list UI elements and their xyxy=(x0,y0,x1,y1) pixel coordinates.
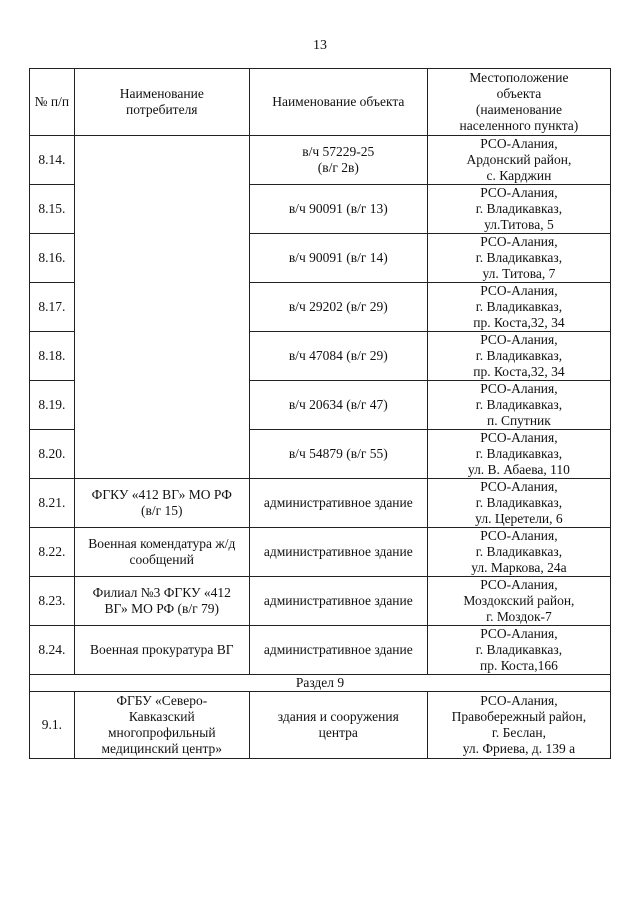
table-row xyxy=(30,136,611,185)
location-cell-line: Ардонский район, xyxy=(466,152,572,167)
header-num: № п/п xyxy=(30,69,75,136)
consumer-cell xyxy=(74,626,249,675)
location-cell-line: пр. Коста,32, 34 xyxy=(473,315,565,330)
location-cell-line: ул. Фриева, д. 139 а xyxy=(462,741,576,756)
header-location-line: объекта xyxy=(496,86,542,101)
consumers-table xyxy=(29,68,611,759)
consumer-cell-line: сообщений xyxy=(129,552,194,567)
location-cell xyxy=(427,136,610,185)
header-consumer-line: потребителя xyxy=(125,102,198,117)
location-cell-line: РСО-Алания, xyxy=(480,283,558,298)
object-cell-line: административное здание xyxy=(263,593,413,608)
location-cell-line: РСО-Алания, xyxy=(480,577,558,592)
location-cell xyxy=(427,381,610,430)
location-cell-line: п. Спутник xyxy=(486,413,551,428)
location-cell-line: г. Моздок-7 xyxy=(486,609,552,624)
location-cell-line: пр. Коста,32, 34 xyxy=(473,364,565,379)
object-cell xyxy=(249,234,427,283)
consumer-cell xyxy=(74,528,249,577)
location-cell xyxy=(427,332,610,381)
consumer-cell-line: медицинский центр» xyxy=(101,741,223,756)
location-cell-line: г. Владикавказ, xyxy=(475,201,563,216)
location-cell-line: г. Владикавказ, xyxy=(475,250,563,265)
consumer-cell-line: Филиал №3 ФГКУ «412 xyxy=(92,585,231,600)
header-consumer xyxy=(74,69,249,136)
object-cell-line: в/ч 47084 (в/г 29) xyxy=(288,348,388,363)
location-cell-line: РСО-Алания, xyxy=(480,381,558,396)
location-cell-line: г. Беслан, xyxy=(491,725,546,740)
location-cell-line: г. Владикавказ, xyxy=(475,544,563,559)
object-cell-line: в/ч 90091 (в/г 14) xyxy=(288,250,388,265)
location-cell xyxy=(427,283,610,332)
consumer-cell-line: ФГКУ «412 ВГ» МО РФ xyxy=(91,487,232,502)
location-cell-line: г. Владикавказ, xyxy=(475,348,563,363)
location-cell-line: Моздокский район, xyxy=(463,593,575,608)
row-number: 8.20. xyxy=(30,430,75,479)
consumer-cell-line: Военная прокуратура ВГ xyxy=(89,642,234,657)
consumer-cell xyxy=(74,479,249,528)
object-cell-line: административное здание xyxy=(263,544,413,559)
section-label: Раздел 9 xyxy=(30,675,611,692)
page-number: 13 xyxy=(313,38,327,53)
location-cell xyxy=(427,577,610,626)
row-number: 8.18. xyxy=(30,332,75,381)
object-cell xyxy=(249,430,427,479)
location-cell xyxy=(427,479,610,528)
location-cell-line: РСО-Алания, xyxy=(480,430,558,445)
location-cell-line: РСО-Алания, xyxy=(480,528,558,543)
location-cell-line: РСО-Алания, xyxy=(480,234,558,249)
object-cell xyxy=(249,136,427,185)
location-cell-line: РСО-Алания, xyxy=(480,626,558,641)
consumer-cell-line: (в/г 15) xyxy=(141,503,183,518)
row-number: 9.1. xyxy=(30,692,75,759)
location-cell xyxy=(427,528,610,577)
location-cell-line: ул. Маркова, 24а xyxy=(471,560,567,575)
header-location-line: (наименование xyxy=(475,102,562,117)
location-cell-line: г. Владикавказ, xyxy=(475,397,563,412)
object-cell-line: административное здание xyxy=(263,495,413,510)
row-number: 8.21. xyxy=(30,479,75,528)
object-cell-line: административное здание xyxy=(263,642,413,657)
location-cell-line: ул. Церетели, 6 xyxy=(475,511,563,526)
row-number: 8.16. xyxy=(30,234,75,283)
location-cell xyxy=(427,626,610,675)
object-cell xyxy=(249,332,427,381)
row-number: 8.17. xyxy=(30,283,75,332)
location-cell-line: ул. В. Абаева, 110 xyxy=(467,462,570,477)
object-cell-line: в/ч 20634 (в/г 47) xyxy=(288,397,388,412)
table-row xyxy=(30,692,611,759)
location-cell-line: г. Владикавказ, xyxy=(475,446,563,461)
location-cell-line: РСО-Алания, xyxy=(480,185,558,200)
location-cell-line: пр. Коста,166 xyxy=(480,658,558,673)
header-location xyxy=(427,69,610,136)
location-cell-line: с. Карджин xyxy=(486,168,552,183)
header-location-line: Местоположение xyxy=(469,70,569,85)
row-number: 8.24. xyxy=(30,626,75,675)
consumer-cell xyxy=(74,692,249,759)
row-number: 8.15. xyxy=(30,185,75,234)
table-row xyxy=(30,626,611,675)
location-cell-line: РСО-Алания, xyxy=(480,332,558,347)
object-cell xyxy=(249,185,427,234)
object-cell xyxy=(249,528,427,577)
object-cell xyxy=(249,577,427,626)
object-cell-line: центра xyxy=(318,725,358,740)
object-cell xyxy=(249,692,427,759)
location-cell-line: ул. Титова, 7 xyxy=(482,266,556,281)
section-row xyxy=(30,675,611,692)
row-number: 8.23. xyxy=(30,577,75,626)
location-cell xyxy=(427,692,610,759)
object-cell-line: (в/г 2в) xyxy=(317,160,359,175)
row-number: 8.14. xyxy=(30,136,75,185)
location-cell-line: ул.Титова, 5 xyxy=(484,217,554,232)
location-cell-line: г. Владикавказ, xyxy=(475,495,563,510)
header-location-line: населенного пункта) xyxy=(459,118,579,133)
table-row xyxy=(30,528,611,577)
header-consumer-line: Наименование xyxy=(119,86,204,101)
location-cell-line: г. Владикавказ, xyxy=(475,642,563,657)
location-cell xyxy=(427,430,610,479)
object-cell xyxy=(249,283,427,332)
consumer-cell-line: ВГ» МО РФ (в/г 79) xyxy=(104,601,220,616)
consumer-cell-line: Кавказский xyxy=(128,709,195,724)
location-cell-line: РСО-Алания, xyxy=(480,479,558,494)
location-cell-line: г. Владикавказ, xyxy=(475,299,563,314)
location-cell xyxy=(427,234,610,283)
table-header-row xyxy=(30,69,611,136)
header-object: Наименование объекта xyxy=(249,69,427,136)
consumer-cell-line: многопрофильный xyxy=(107,725,216,740)
object-cell xyxy=(249,626,427,675)
location-cell-line: РСО-Алания, xyxy=(480,136,558,151)
consumer-cell xyxy=(74,577,249,626)
table-row xyxy=(30,479,611,528)
consumer-cell-merged xyxy=(74,136,249,479)
object-cell xyxy=(249,479,427,528)
location-cell xyxy=(427,185,610,234)
consumer-cell-line: Военная комендатура ж/д xyxy=(88,536,236,551)
row-number: 8.22. xyxy=(30,528,75,577)
location-cell-line: РСО-Алания, xyxy=(480,693,558,708)
object-cell-line: в/ч 90091 (в/г 13) xyxy=(288,201,388,216)
consumer-cell-line: ФГБУ «Северо- xyxy=(116,693,208,708)
object-cell-line: в/ч 54879 (в/г 55) xyxy=(288,446,388,461)
object-cell-line: здания и сооружения xyxy=(277,709,399,724)
row-number: 8.19. xyxy=(30,381,75,430)
object-cell-line: в/ч 57229-25 xyxy=(302,144,375,159)
object-cell-line: в/ч 29202 (в/г 29) xyxy=(288,299,388,314)
object-cell xyxy=(249,381,427,430)
location-cell-line: Правобережный район, xyxy=(451,709,587,724)
table-row xyxy=(30,577,611,626)
